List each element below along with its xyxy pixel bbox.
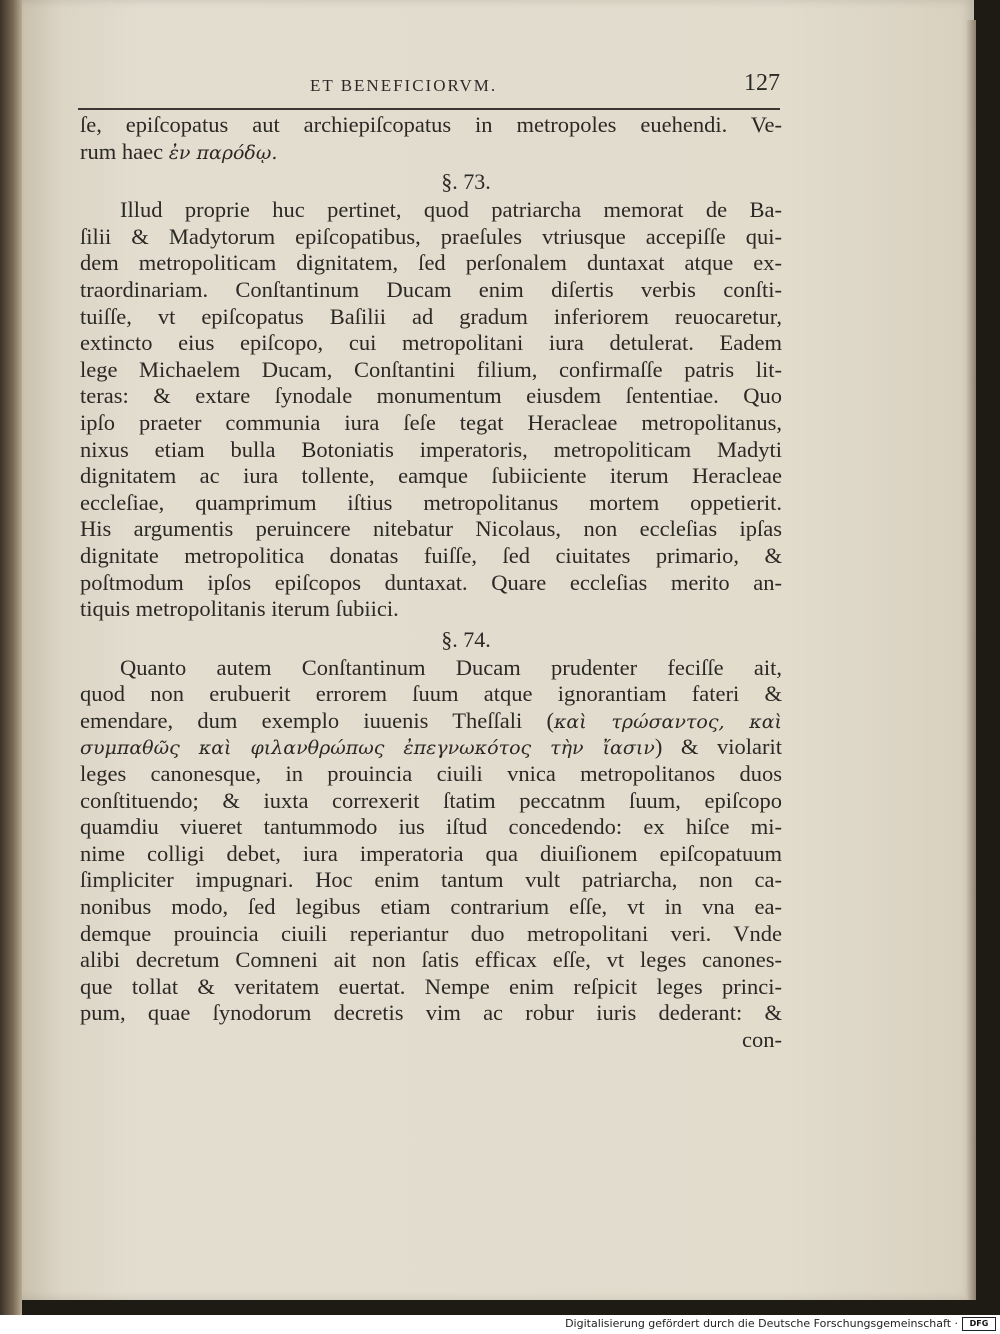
text-line: Quanto autem Conſtantinum Ducam prudenter feciſſe ait, [120, 654, 782, 680]
text-line: conſtituendo; & iuxta correxerit ſtatim peccatnm ſuum, epiſcopo [80, 787, 782, 813]
text-line: dem metropoliticam dignitatem, ſed perſonalem duntaxat atque ex- [80, 250, 782, 276]
page-edge [966, 20, 976, 1300]
text-line: ſimpliciter impugnari. Hoc enim tantum vult patriarcha, non ca- [80, 867, 782, 893]
text-line: quamdiu viueret tantummodo ius iſtud concedendo: ex hiſce mi- [80, 814, 782, 840]
text-line: extincto eius epiſcopo, cui metropolitani iura detulerat. Eadem [80, 330, 782, 356]
greek-phrase: συμπαθῶς καὶ φιλανθρώπως ἐπεγνωκότος τὴν ἴασιν [80, 737, 655, 760]
text-line: pum, quae ſynodorum decretis vim ac robur iuris dederant: & [80, 1000, 782, 1026]
text-line: ſe, epiſcopatus aut archiepiſcopatus in metropoles euehendi. Ve- [80, 112, 782, 137]
text-line: traordinariam. Conſtantinum Ducam enim diſertis verbis conſti- [80, 276, 782, 302]
page-number: 127 [744, 70, 780, 96]
text-line: Illud proprie huc pertinet, quod patriarcha memorat de Ba- [120, 197, 782, 223]
text-line [80, 708, 782, 735]
running-header [310, 70, 780, 104]
page-body [80, 112, 782, 1054]
text-line: tuiſſe, vt epiſcopatus Baſilii ad gradum inferiorem reuocaretur, [80, 303, 782, 329]
text-span: ) & violarit [654, 734, 783, 760]
text-line: quod non erubuerit errorem ſuum atque ignorantiam fateri & [80, 681, 782, 707]
text-line: nonibus modo, ſed legibus etiam contrarium eſſe, vt in vna ea- [80, 894, 782, 920]
text-line: eccleſiae, quamprimum iſtius metropolitanus mortem oppetierit. [80, 489, 782, 515]
text-line: lege Michaelem Ducam, Conſtantini filium, confirmaſſe patris lit- [80, 356, 782, 382]
text-line [80, 734, 782, 761]
dfg-logo: DFG [962, 1317, 996, 1331]
text-line: dignitate metropolitica donatas fuiſſe, ſed ciuitates primario, & [80, 542, 782, 568]
text-line: poſtmodum ipſos epiſcopos duntaxat. Quare eccleſias merito an- [80, 569, 782, 595]
text-line: teras: & extare ſynodale monumentum eiusdem ſententiae. Quo [80, 383, 782, 409]
text-line: que tollat & veritatem euertat. Nempe enim reſpicit leges princi- [80, 973, 782, 999]
greek-phrase: καὶ τρώσαντος, καὶ [553, 710, 782, 733]
digitization-footer [0, 1315, 1000, 1334]
greek-phrase: ἐν παρόδῳ. [168, 141, 278, 164]
text-span: rum haec [80, 138, 164, 164]
text-line: demque prouincia ciuili reperiantur duo metropolitani veri. Vnde [80, 920, 782, 946]
text-line: ſilii & Madytorum epiſcopatibus, praeſules vtriusque accepiſſe qui- [80, 223, 782, 249]
text-span: emendare, dum exemplo iuuenis Theſſali ( [80, 707, 554, 733]
text-line: nixus etiam bulla Botoniatis imperatoris, metropoliticam Madyti [80, 436, 782, 462]
running-title: ET BENEFICIORVM. [310, 76, 498, 95]
text-line [80, 139, 782, 166]
text-line: dignitatem ac iura tollente, eamque ſubiiciente iterum Heracleae [80, 463, 782, 489]
header-rule [78, 108, 780, 110]
text-line: leges canonesque, in prouincia ciuili vnica metropolitanos duos [80, 761, 782, 787]
text-line: alibi decretum Comneni ait non ſatis efficax eſſe, vt leges canones- [80, 947, 782, 973]
footer-credit: Digitalisierung gefördert durch die Deutsche Forschungsgemeinschaft · [565, 1317, 958, 1330]
catchword: con- [742, 1027, 782, 1052]
book-spine-edge [0, 0, 22, 1315]
text-line: nime colligi debet, iura imperatoria qua diuiſionem epiſcopatuum [80, 840, 782, 866]
text-line: ipſo praeter communia iura ſeſe tegat Heracleae metropolitanus, [80, 409, 782, 435]
section-heading-74: §. 74. [441, 626, 491, 652]
text-line: His argumentis peruincere nitebatur Nicolaus, non eccleſias ipſas [80, 516, 782, 542]
text-line: tiquis metropolitanis iterum ſubiici. [80, 596, 399, 622]
section-heading-73: §. 73. [441, 169, 491, 195]
